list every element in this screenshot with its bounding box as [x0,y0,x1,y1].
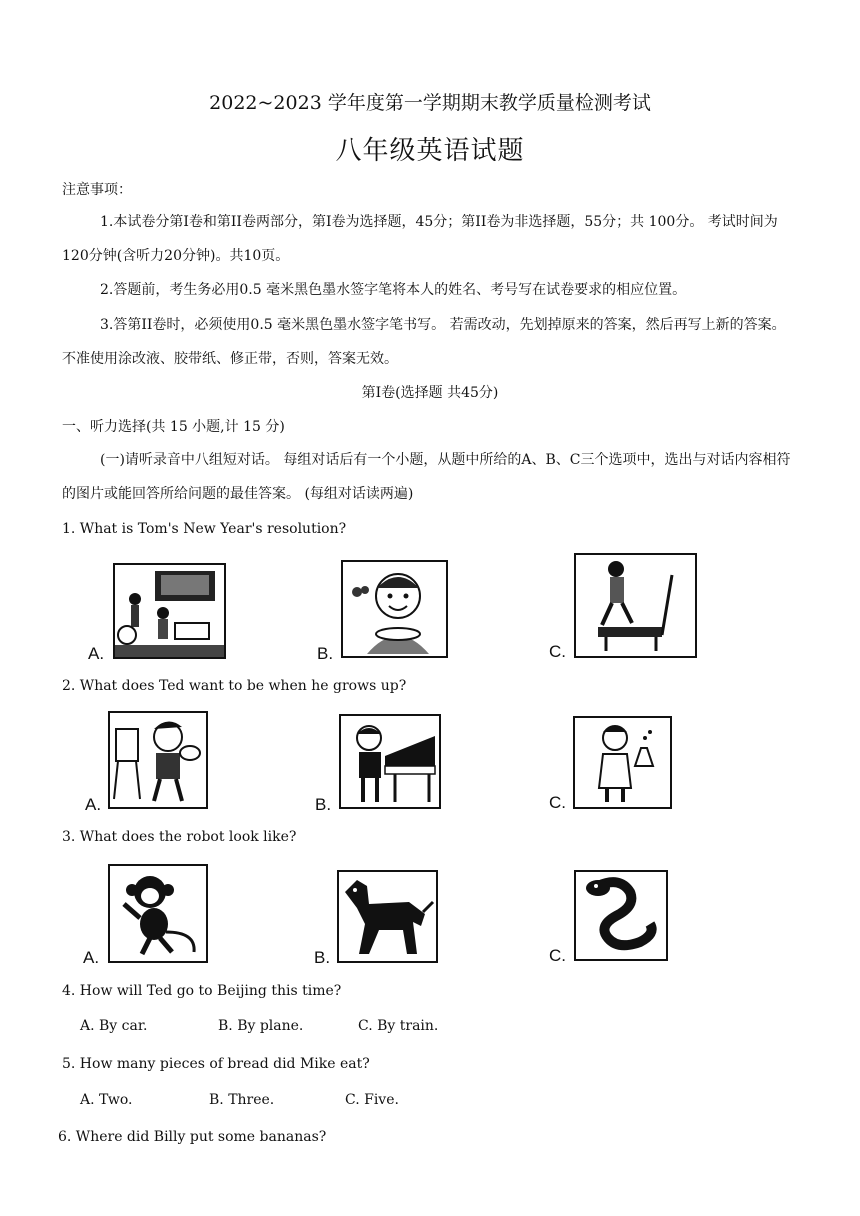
pianist-icon [339,714,441,809]
question-2: 2. What does Ted want to be when he grows up? [62,678,407,694]
paper-title: 八年级英语试题 [335,136,525,166]
question-4: 4. How will Ted go to Beijing this time? [62,983,342,999]
option-2b-letter: B. [315,795,332,814]
option-5b: B. Three. [209,1092,275,1108]
option-4a: A. By car. [80,1018,148,1034]
question-1: 1. What is Tom's New Year's resolution? [62,521,347,537]
option-2c-letter: C. [549,793,566,812]
snake-icon [574,870,668,961]
boy-eating-icon [341,560,448,658]
question-3: 3. What does the robot look like? [62,829,297,845]
option-2a-letter: A. [85,795,102,814]
option-3a-letter: A. [83,948,100,967]
notes-item-1: 1.本试卷分第I卷和第II卷两部分，第I卷为选择题，45分；第II卷为非选择题，55分；共 100分。 考试时间为120分钟(含听力20分钟)。共10页。 [62,214,778,264]
option-3c-letter: C. [549,946,566,965]
option-1c-letter: C. [549,642,566,661]
notes-item-2: 2.答题前，考生务必用0.5 毫米黑色墨水签字笔将本人的姓名、考号写在试卷要求的相应位置。 [100,282,687,298]
listening-instruction: (一)请听录音中八组短对话。 每组对话后有一个小题，从题中所给的A、B、C三个选项中，选出与对话内容相符的图片或能回答所给问题的最佳答案。 (每组对话读两遍) [62,452,791,502]
question-6: 6. Where did Billy put some bananas? [58,1129,327,1145]
option-3b-letter: B. [314,948,331,967]
running-treadmill-icon [574,553,697,658]
option-5a: A. Two. [80,1092,133,1108]
notes-item-3: 3.答第II卷时，必须使用0.5 毫米黑色墨水签字笔书写。 若需改动，先划掉原来的答案，然后再写上新的答案。 不准使用涂改液、胶带纸、修正带，否则，答案无效。 [62,317,786,367]
option-4c: C. By train. [358,1018,439,1034]
band-playing-icon [113,563,226,659]
option-4b: B. By plane. [218,1018,304,1034]
horse-icon [337,870,438,963]
part1-heading: 第I卷(选择题 共45分) [361,385,499,401]
option-1a-letter: A. [88,644,105,663]
section1-heading: 一、听力选择(共 15 小题,计 15 分) [62,419,285,435]
scientist-icon [573,716,672,809]
painter-icon [108,711,208,809]
notes-heading: 注意事项： [62,182,132,198]
option-1b-letter: B. [317,644,334,663]
exam-title: 2022~2023 学年度第一学期期末教学质量检测考试 [209,92,651,114]
question-5: 5. How many pieces of bread did Mike eat? [62,1056,370,1072]
option-5c: C. Five. [345,1092,399,1108]
monkey-icon [108,864,208,963]
